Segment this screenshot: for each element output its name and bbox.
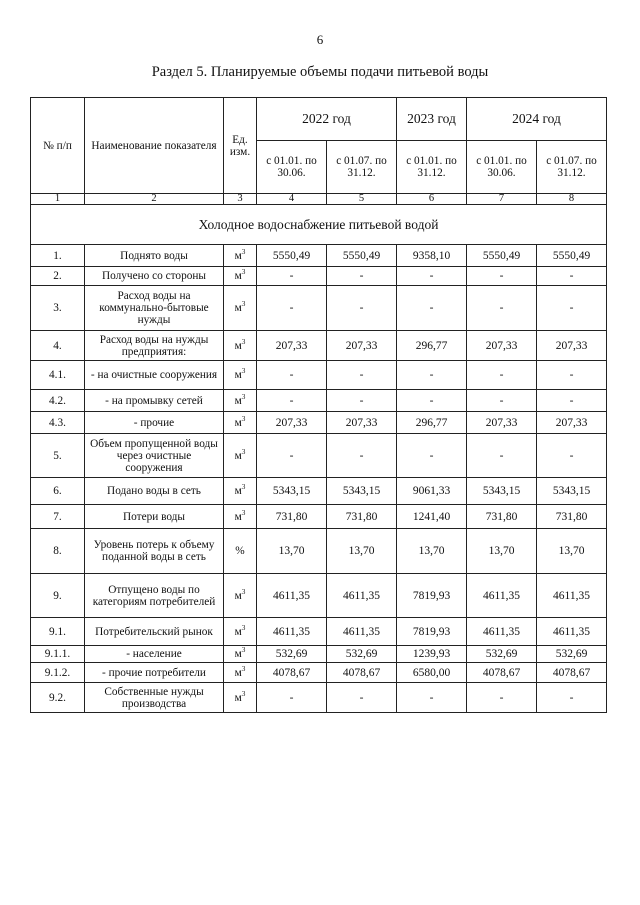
header-period: с 01.01. по 30.06. [257,141,327,194]
value-cell: 13,70 [467,529,537,574]
row-number: 1. [31,245,85,267]
value-cell: 5550,49 [257,245,327,267]
value-cell: 207,33 [537,331,607,361]
unit-cell: $м^3$ [224,245,257,267]
value-cell: 4611,35 [257,574,327,618]
indicator-name: Уровень потерь к объему поданной воды в сеть [85,529,224,574]
value-cell: 207,33 [467,412,537,434]
page-number: 6 [316,32,324,47]
header-period: с 01.07. по 31.12. [537,141,607,194]
value-cell: - [537,434,607,478]
table-row [31,618,607,646]
column-number: 7 [467,194,537,205]
value-cell: 207,33 [257,331,327,361]
indicator-name: - на очистные сооружения [85,361,224,390]
value-cell: 731,80 [327,505,397,529]
column-number: 4 [257,194,327,205]
unit-cell: $м^3$ [224,286,257,331]
value-cell: 5343,15 [467,478,537,505]
indicator-name: Потери воды [85,505,224,529]
indicator-name: - на промывку сетей [85,390,224,412]
value-cell: - [327,361,397,390]
value-cell: 4611,35 [327,574,397,618]
table-row [31,529,607,574]
unit-cell: $м^3$ [224,646,257,663]
value-cell: 731,80 [467,505,537,529]
unit-cell: $м^3$ [224,390,257,412]
value-cell: 4611,35 [467,574,537,618]
value-cell: - [467,267,537,286]
value-cell: 5550,49 [327,245,397,267]
header-year-2022: 2022 год [257,98,397,141]
value-cell: 532,69 [537,646,607,663]
section-row [31,205,607,245]
unit-cell: $м^3$ [224,412,257,434]
value-cell: 4611,35 [537,618,607,646]
value-cell: 1241,40 [397,505,467,529]
table-row [31,412,607,434]
row-number: 4. [31,331,85,361]
value-cell: 13,70 [327,529,397,574]
value-cell: 4611,35 [257,618,327,646]
indicator-name: Отпущено воды по категориям потребителей [85,574,224,618]
row-number: 8. [31,529,85,574]
value-cell: 532,69 [467,646,537,663]
table-row [31,245,607,267]
value-cell: 5343,15 [257,478,327,505]
row-number: 9.1.2. [31,663,85,683]
header-period: с 01.01. по 30.06. [467,141,537,194]
indicator-name: Поднято воды [85,245,224,267]
value-cell: - [397,434,467,478]
column-number: 8 [537,194,607,205]
header-unit: Ед. изм. [224,98,257,194]
unit-cell: $м^3$ [224,505,257,529]
value-cell: - [257,390,327,412]
value-cell: - [257,286,327,331]
value-cell: - [467,683,537,713]
value-cell: 4078,67 [467,663,537,683]
table-row [31,663,607,683]
header-year-2023: 2023 год [397,98,467,141]
column-number: 5 [327,194,397,205]
row-number: 6. [31,478,85,505]
value-cell: - [257,683,327,713]
header-period: с 01.07. по 31.12. [327,141,397,194]
page-title: Раздел 5. Планируемые объемы подачи питьевой воды [151,64,489,80]
column-number: 6 [397,194,467,205]
table-row [31,574,607,618]
value-cell: - [327,434,397,478]
value-cell: - [467,434,537,478]
row-number: 9.2. [31,683,85,713]
table-row [31,331,607,361]
value-cell: 5343,15 [327,478,397,505]
row-number: 7. [31,505,85,529]
value-cell: 13,70 [257,529,327,574]
value-cell: 731,80 [537,505,607,529]
value-cell: 207,33 [327,331,397,361]
value-cell: - [537,286,607,331]
value-cell: - [327,683,397,713]
indicator-name: - население [85,646,224,663]
value-cell: 13,70 [537,529,607,574]
water-supply-table [30,97,607,713]
value-cell: - [397,361,467,390]
value-cell: 207,33 [467,331,537,361]
indicator-name: Потребительский рынок [85,618,224,646]
value-cell: 4078,67 [257,663,327,683]
value-cell: - [327,267,397,286]
value-cell: 1239,93 [397,646,467,663]
value-cell: - [467,361,537,390]
value-cell: 532,69 [327,646,397,663]
indicator-name: - прочие потребители [85,663,224,683]
unit-cell: $м^3$ [224,683,257,713]
unit-cell: $м^3$ [224,574,257,618]
value-cell: - [397,683,467,713]
header-name: Наименование показателя [85,98,224,194]
table-row [31,683,607,713]
indicator-name: Получено со стороны [85,267,224,286]
header-num: № п/п [31,98,85,194]
value-cell: 9061,33 [397,478,467,505]
section-title: Холодное водоснабжение питьевой водой [31,205,607,245]
unit-cell: $м^3$ [224,663,257,683]
unit-cell: $м^3$ [224,267,257,286]
indicator-name: Объем пропущенной воды через очистные сооружения [85,434,224,478]
table-row [31,478,607,505]
value-cell: 4611,35 [327,618,397,646]
value-cell: - [397,286,467,331]
value-cell: - [537,390,607,412]
value-cell: 5550,49 [467,245,537,267]
value-cell: 5550,49 [537,245,607,267]
header-year-2024: 2024 год [467,98,607,141]
value-cell: 4078,67 [537,663,607,683]
value-cell: 296,77 [397,331,467,361]
value-cell: - [537,683,607,713]
column-number-row [31,194,607,205]
indicator-name: Подано воды в сеть [85,478,224,505]
indicator-name: Расход воды на коммунально-бытовые нужды [85,286,224,331]
row-number: 9.1. [31,618,85,646]
unit-cell: % [224,529,257,574]
value-cell: 4078,67 [327,663,397,683]
table-row [31,646,607,663]
column-number: 3 [224,194,257,205]
indicator-name: Расход воды на нужды предприятия: [85,331,224,361]
value-cell: 6580,00 [397,663,467,683]
row-number: 9. [31,574,85,618]
value-cell: - [257,361,327,390]
row-number: 2. [31,267,85,286]
value-cell: 207,33 [537,412,607,434]
row-number: 4.2. [31,390,85,412]
unit-cell: $м^3$ [224,331,257,361]
table-row [31,267,607,286]
value-cell: - [467,390,537,412]
value-cell: 7819,93 [397,574,467,618]
value-cell: - [467,286,537,331]
column-number: 2 [85,194,224,205]
table-row [31,434,607,478]
value-cell: 7819,93 [397,618,467,646]
row-number: 3. [31,286,85,331]
row-number: 9.1.1. [31,646,85,663]
value-cell: 731,80 [257,505,327,529]
column-number: 1 [31,194,85,205]
row-number: 4.3. [31,412,85,434]
value-cell: 5343,15 [537,478,607,505]
value-cell: 13,70 [397,529,467,574]
value-cell: - [327,390,397,412]
indicator-name: - прочие [85,412,224,434]
value-cell: - [257,267,327,286]
value-cell: - [537,267,607,286]
value-cell: - [397,390,467,412]
table-row [31,505,607,529]
table-row [31,286,607,331]
table-row [31,390,607,412]
row-number: 5. [31,434,85,478]
row-number: 4.1. [31,361,85,390]
header-period: с 01.01. по 31.12. [397,141,467,194]
value-cell: 9358,10 [397,245,467,267]
table-row [31,361,607,390]
value-cell: - [327,286,397,331]
value-cell: - [537,361,607,390]
unit-cell: $м^3$ [224,618,257,646]
unit-cell: $м^3$ [224,361,257,390]
value-cell: 4611,35 [467,618,537,646]
unit-cell: $м^3$ [224,478,257,505]
unit-cell: $м^3$ [224,434,257,478]
value-cell: 296,77 [397,412,467,434]
indicator-name: Собственные нужды производства [85,683,224,713]
value-cell: 207,33 [327,412,397,434]
value-cell: 532,69 [257,646,327,663]
value-cell: - [397,267,467,286]
value-cell: - [257,434,327,478]
value-cell: 207,33 [257,412,327,434]
value-cell: 4611,35 [537,574,607,618]
